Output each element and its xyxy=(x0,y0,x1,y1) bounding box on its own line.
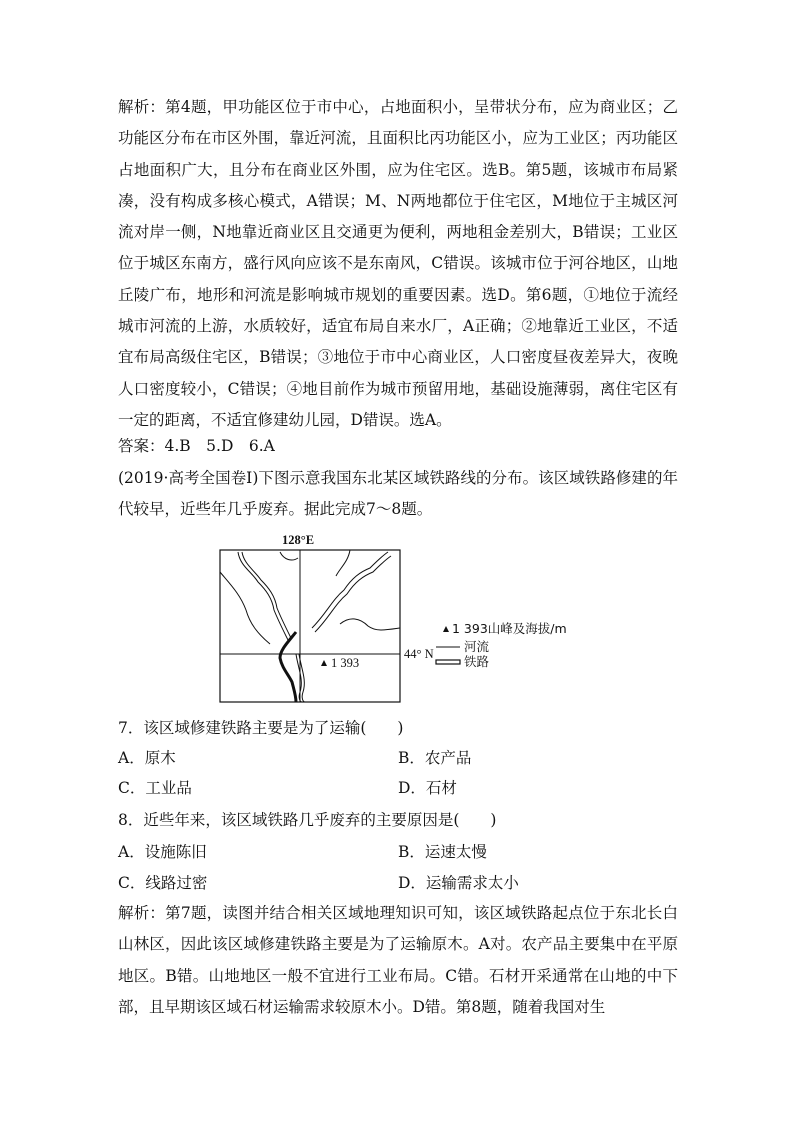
peak-marker-icon xyxy=(321,660,327,666)
q7-option-c: C．工业品 xyxy=(118,779,192,797)
river-south xyxy=(296,654,302,702)
legend-railway-icon xyxy=(436,660,460,664)
analysis-q4-6: 解析：第4题，甲功能区位于市中心，占地面积小，呈带状分布，应为商业区；乙功能区分布在市区外围，靠近河流，且面积比丙功能区小，应为工业区；丙功能区占地面积广大，且分布在商业区外围，应为住宅区。选B。第5题，该城市布局紧凑，没有构成多核心模式，A错误；M、N两地都位于住宅区，M地位于主城区河流对岸一侧，N地靠近商业区且交通更为便利，两地租金差别大，B错误；工业区位于城区东南方，盛行风向应该不是东南风，C错误。该城市位于河谷地区，山地丘陵广布，地形和河流是影响城市规划的重要因素。选D。第6题，①地位于流经城市河流的上游，水质较好，适宜布局自来水厂，A正确；②地靠近工业区，不适宜布局高级住宅区，B错误；③地位于市中心商业区，人口密度昼夜差异大，夜晚人口密度较小，C错误；④地目前作为城市预留用地，基础设施薄弱，离住宅区有一定的距离，不适宜修建幼儿园，D错误。选A。 xyxy=(118,98,678,429)
q8-stem: 8．近些年来，该区域铁路几乎废弃的主要原因是( ) xyxy=(118,811,497,829)
longitude-label: 128°E xyxy=(282,533,315,547)
stream-ne xyxy=(336,550,350,576)
q8-option-c: C．线路过密 xyxy=(118,874,208,892)
map-frame xyxy=(220,550,400,702)
analysis-q7-8: 解析：第7题，读图并结合相关区域地理知识可知，该区域铁路起点位于东北长白山林区，因此该区域修建铁路主要是为了运输原木。A对。农产品主要集中在平原地区。B错。山地地区一般不宜进行工业布局。C错。石材开采通常在山地的中下部，且早期该区域石材运输需求较原木小。D错。第8题，随着我国对生 xyxy=(118,904,678,1016)
q8-option-b: B．运速太慢 xyxy=(398,843,487,861)
q7-option-a: A．原木 xyxy=(118,749,176,767)
map-legend xyxy=(436,621,567,669)
q7-option-b: B．农产品 xyxy=(398,749,472,767)
question-intro: (2019·高考全国卷Ⅰ)下图示意我国东北某区域铁路线的分布。该区域铁路修建的年代较早，近些年几乎废弃。据此完成7～8题。 xyxy=(118,469,678,519)
railway-line xyxy=(280,632,296,702)
legend-river-label: 河流 xyxy=(464,639,490,654)
q7-stem: 7．该区域修建铁路主要是为了运输( ) xyxy=(118,719,404,737)
peak-elevation-label: 1 393 xyxy=(331,656,360,670)
latitude-label: 44° N xyxy=(404,647,434,661)
river-west xyxy=(238,552,288,640)
answer-key: 答案：4.B 5.D 6.A xyxy=(118,437,275,455)
railway-map-figure xyxy=(200,532,590,704)
q7-option-d: D．石材 xyxy=(398,779,457,797)
legend-peak-label: 1 393山峰及海拔/m xyxy=(452,621,567,636)
q8-option-d: D．运输需求太小 xyxy=(398,874,519,892)
rivers xyxy=(220,550,400,702)
q8-option-a: A．设施陈旧 xyxy=(118,843,207,861)
river-west-bank xyxy=(242,552,291,638)
river-east-bank xyxy=(315,556,391,632)
stream-east xyxy=(340,619,400,630)
stream-north xyxy=(280,552,298,560)
legend-railway-label: 铁路 xyxy=(464,654,490,669)
stream-sw xyxy=(220,572,270,644)
legend-peak-icon xyxy=(443,626,449,632)
